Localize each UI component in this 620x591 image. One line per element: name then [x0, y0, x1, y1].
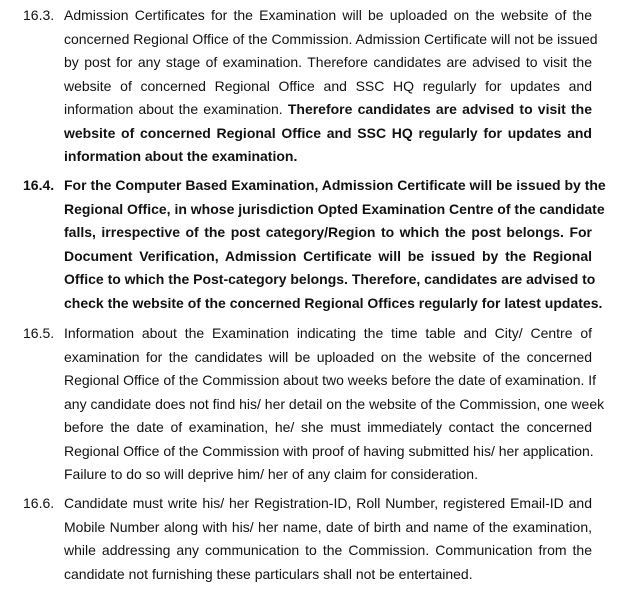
body-text: concerned Regional Office of the Commission. Admission Certificate will not be issued [64, 30, 598, 47]
bold-text: For the Computer Based Examination, Admission Certificate will be issued by the [64, 177, 606, 193]
body-text: information about the examination. [64, 101, 288, 117]
clause-number: 16.6. [23, 495, 55, 511]
body-text: Failure to do so will deprive him/ her of any claim for consideration. [64, 466, 478, 482]
clause-line [64, 292, 603, 316]
clause-line [64, 516, 592, 540]
clause-line [64, 369, 597, 393]
body-text: examination for the candidates will be uploaded on the website of the concerned [64, 348, 592, 365]
clause-line [64, 28, 598, 52]
bold-text: falls, irrespective of the post category/Region to which the post belongs. For [64, 224, 592, 240]
body-text: candidate not furnishing these particulars shall not be entertained. [64, 565, 473, 582]
clause-line [64, 98, 592, 122]
body-text: Mobile Number along with his/ her name, date of birth and name of the examination, [64, 518, 592, 535]
clause-line [64, 539, 592, 563]
body-text: Information about the Examination indicating the time table and City/ Centre of [64, 325, 592, 341]
bold-text: website of concerned Regional Office and SSC HQ regularly for updates and [64, 124, 592, 141]
bold-text: Regional Office, in whose jurisdiction Opted Examination Centre of the candidate [64, 200, 605, 217]
clause-line [64, 174, 606, 198]
clause-line [64, 245, 592, 269]
body-text: any candidate does not find his/ her detail on the website of the Commission, one week [64, 395, 605, 412]
clause-number: 16.5. [23, 325, 55, 341]
clause-line [64, 492, 592, 516]
clause-line [64, 75, 592, 99]
clause-line [64, 145, 592, 169]
body-text: website of concerned Regional Office and SSC HQ regularly for updates and [64, 77, 592, 94]
bold-text: check the website of the concerned Regional Offices regularly for latest updates. [64, 294, 603, 311]
clause-line [64, 416, 592, 440]
clause-number: 16.4. [23, 177, 55, 193]
body-text: Regional Office of the Commission about two weeks before the date of examination. If [64, 372, 597, 388]
bold-text: Document Verification, Admission Certificate will be issued by the Regional [64, 247, 592, 264]
bold-text: Therefore candidates are advised to visit the [287, 101, 592, 117]
clause-line [64, 122, 592, 146]
clause-line [64, 221, 592, 245]
clause-line [64, 346, 592, 370]
bold-text: Office to which the Post-category belongs. Therefore, candidates are advised to [64, 271, 596, 287]
clause-line [64, 268, 596, 292]
clause-line [64, 198, 605, 222]
body-text: Regional Office of the Commission with proof of having submitted his/ her application. [64, 442, 594, 459]
clause-line [64, 393, 605, 417]
clause-line [64, 440, 592, 464]
clause-line [64, 322, 592, 346]
body-text: before the date of examination, he/ she must immediately contact the concerned [64, 419, 592, 435]
clause-number: 16.3. [23, 7, 55, 23]
clause-line [64, 4, 592, 28]
body-text: Candidate must write his/ her Registration-ID, Roll Number, registered Email-ID and [64, 495, 592, 511]
body-text: Admission Certificates for the Examination will be uploaded on the website of the [64, 7, 592, 23]
bold-text: information about the examination. [64, 148, 298, 164]
clause-line [64, 51, 592, 75]
body-text: by post for any stage of examination. Therefore candidates are advised to visit the [64, 54, 592, 70]
body-text: while addressing any communication to the Commission. Communication from the [64, 542, 592, 558]
clause-line [64, 563, 592, 587]
clause-line [64, 463, 592, 487]
